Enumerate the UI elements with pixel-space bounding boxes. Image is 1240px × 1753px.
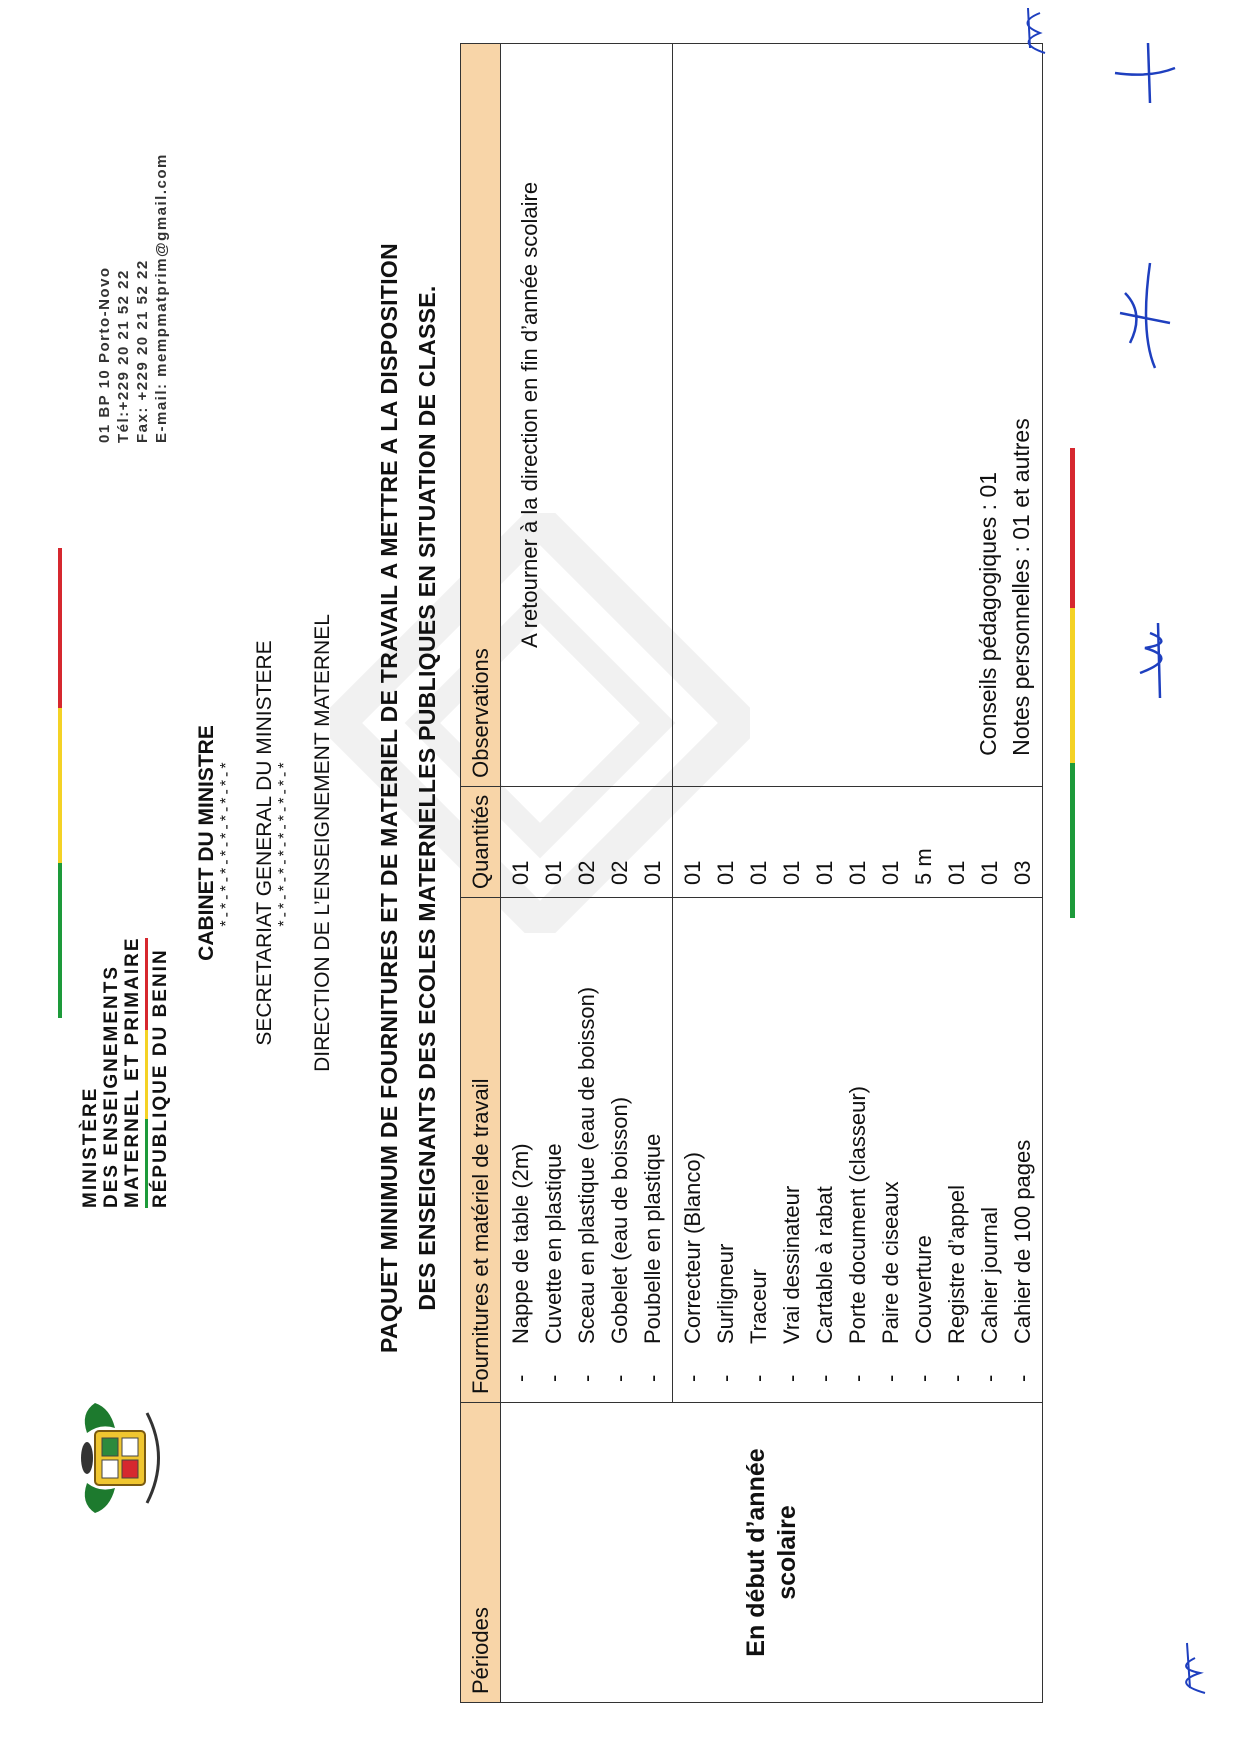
table-row: [501, 44, 673, 1703]
handwritten-initials: [1110, 253, 1180, 373]
list-item: [841, 898, 874, 1382]
bullet-dash: -: [508, 1374, 533, 1382]
bullet-dash: -: [713, 1374, 738, 1382]
bullet-dash: -: [541, 1374, 566, 1382]
table-header-row: [461, 44, 501, 1703]
quantity-value: 01: [640, 860, 665, 885]
bullet-dash: -: [640, 1374, 665, 1382]
observation-line: Conseils pédagogiques : 01: [975, 471, 1001, 756]
flag-bar: [58, 548, 62, 1018]
bullet-dash: -: [574, 1374, 599, 1382]
quantity-list: [501, 787, 672, 897]
quantity-value: 01: [845, 860, 870, 885]
supply-name: Paire de ciseaux: [878, 1181, 903, 1344]
supply-name: Sceau en plastique (eau de boisson): [574, 986, 599, 1344]
quantity-value: 01: [541, 860, 566, 885]
items-cell-group2: [673, 898, 1043, 1403]
supply-name: Cahier journal: [977, 1207, 1002, 1344]
handwritten-initials: [1165, 1638, 1215, 1698]
fax: Fax: +229 20 21 52 22: [134, 259, 151, 443]
quantities-cell-group1: [501, 786, 673, 897]
quantities-cell-group2: [673, 786, 1043, 897]
list-item: [636, 898, 669, 1382]
bullet-dash: -: [845, 1374, 870, 1382]
flag-bar: [1070, 448, 1075, 918]
supply-name: Cartable à rabat: [812, 1186, 837, 1344]
handwritten-initials: [1110, 33, 1180, 113]
quantity-value: 01: [977, 860, 1002, 885]
bullet-dash: -: [944, 1374, 969, 1382]
observation-text: A retourner à la direction en fin d’année scolaire: [517, 181, 542, 648]
supply-name: Porte document (classeur): [845, 1086, 870, 1344]
list-item: [504, 898, 537, 1382]
observation-line: Notes personnelles : 01 et autres: [1008, 418, 1034, 756]
list-item: [537, 898, 570, 1382]
postal-address: 01 BP 10 Porto-Novo: [96, 266, 113, 443]
secretariat-title: SECRETARIAT GENERAL DU MINISTERE: [253, 640, 276, 1046]
list-item: [570, 898, 603, 1382]
supply-list: [501, 898, 672, 1402]
list-item: [973, 898, 1006, 1382]
column-header-observations: Observations: [461, 44, 501, 787]
supply-name: Registre d’appel: [944, 1185, 969, 1344]
flag-divider: [145, 938, 148, 1208]
quantity-value: 01: [944, 860, 969, 885]
direction-title: DIRECTION DE L’ENSEIGNEMENT MATERNEL: [311, 614, 334, 1072]
title-line: PAQUET MINIMUM DE FOURNITURES ET DE MATERIEL DE TRAVAIL A METTRE A LA DISPOSITION: [376, 243, 402, 1353]
quantity-value: 03: [1010, 860, 1035, 885]
observation-cell-group2: [673, 44, 1043, 787]
quantity-value: 01: [878, 860, 903, 885]
supply-name: Cahier de 100 pages: [1010, 1139, 1035, 1344]
bullet-dash: -: [680, 1374, 705, 1382]
quantity-value: 02: [607, 860, 632, 885]
supply-name: Gobelet (eau de boisson): [607, 1096, 632, 1344]
list-item: [676, 898, 709, 1382]
ministry-line: MATERNEL ET PRIMAIRE: [122, 936, 143, 1208]
bullet-dash: -: [977, 1374, 1002, 1382]
handwritten-initials: [1010, 3, 1060, 58]
list-item: [1006, 898, 1039, 1382]
quantity-value: 01: [746, 860, 771, 885]
supply-name: Cuvette en plastique: [541, 1143, 566, 1344]
bullet-dash: -: [779, 1374, 804, 1382]
ministry-line: DES ENSEIGNEMENTS: [101, 964, 122, 1208]
bullet-dash: -: [878, 1374, 903, 1382]
bullet-dash: -: [1010, 1374, 1035, 1382]
period-cell: En début d’année scolaire: [501, 1403, 1043, 1703]
bullet-dash: -: [607, 1374, 632, 1382]
quantity-value: 02: [574, 860, 599, 885]
supply-name: Traceur: [746, 1269, 771, 1344]
supply-name: Couverture: [911, 1235, 936, 1344]
items-cell-group1: [501, 898, 673, 1403]
title-line: DES ENSEIGNANTS DES ECOLES MATERNELLES PUBLIQUES EN SITUATION DE CLASSE.: [414, 285, 440, 1311]
supply-list: [673, 898, 1042, 1402]
contact-block: [95, 153, 171, 443]
handwritten-initials: [1130, 613, 1190, 703]
list-item: [808, 898, 841, 1382]
observation-cell-group1: [501, 44, 673, 787]
administrative-header: [195, 493, 335, 1193]
supply-name: Correcteur (Blanco): [680, 1152, 705, 1344]
supply-name: Nappe de table (2m): [508, 1143, 533, 1344]
email: E-mail: mempmatprim@gmail.com: [153, 153, 170, 443]
list-item: [940, 898, 973, 1382]
list-item: [775, 898, 808, 1382]
star-separator: *-*-*-*-*-*-*-*-*-*: [218, 759, 235, 927]
supply-name: Surligneur: [713, 1243, 738, 1344]
list-item: [874, 898, 907, 1382]
supply-name: Vrai dessinateur: [779, 1185, 804, 1344]
list-item: [709, 898, 742, 1382]
supply-name: Poubelle en plastique: [640, 1133, 665, 1344]
bullet-dash: -: [911, 1374, 936, 1382]
benin-coat-of-arms-icon: [75, 1393, 175, 1523]
ministry-block: [80, 936, 171, 1208]
quantity-value: 01: [680, 860, 705, 885]
column-header-periods: Périodes: [461, 1403, 501, 1703]
supplies-table: [460, 43, 1043, 1703]
observation-notes: [972, 44, 1042, 786]
cabinet-title: CABINET DU MINISTRE: [195, 725, 218, 961]
quantity-value: 01: [779, 860, 804, 885]
document-title: [370, 73, 446, 1523]
quantity-value: 5 m: [911, 848, 936, 885]
quantity-list: [673, 787, 1042, 897]
column-header-supplies: Fournitures et matériel de travail: [461, 898, 501, 1403]
list-item: [603, 898, 636, 1382]
ministry-line: MINISTÈRE: [80, 1086, 101, 1208]
quantity-value: 01: [713, 860, 738, 885]
list-item: [907, 898, 940, 1382]
quantity-value: 01: [812, 860, 837, 885]
star-separator: *-*-*-*-*-*-*-*-*-*: [276, 759, 293, 927]
telephone: Tél:+229 20 21 52 22: [115, 269, 132, 443]
list-item: [742, 898, 775, 1382]
bullet-dash: -: [812, 1374, 837, 1382]
quantity-value: 01: [508, 860, 533, 885]
column-header-quantities: Quantités: [461, 786, 501, 897]
bullet-dash: -: [746, 1374, 771, 1382]
country-name: RÉPUBLIQUE DU BENIN: [150, 948, 171, 1208]
